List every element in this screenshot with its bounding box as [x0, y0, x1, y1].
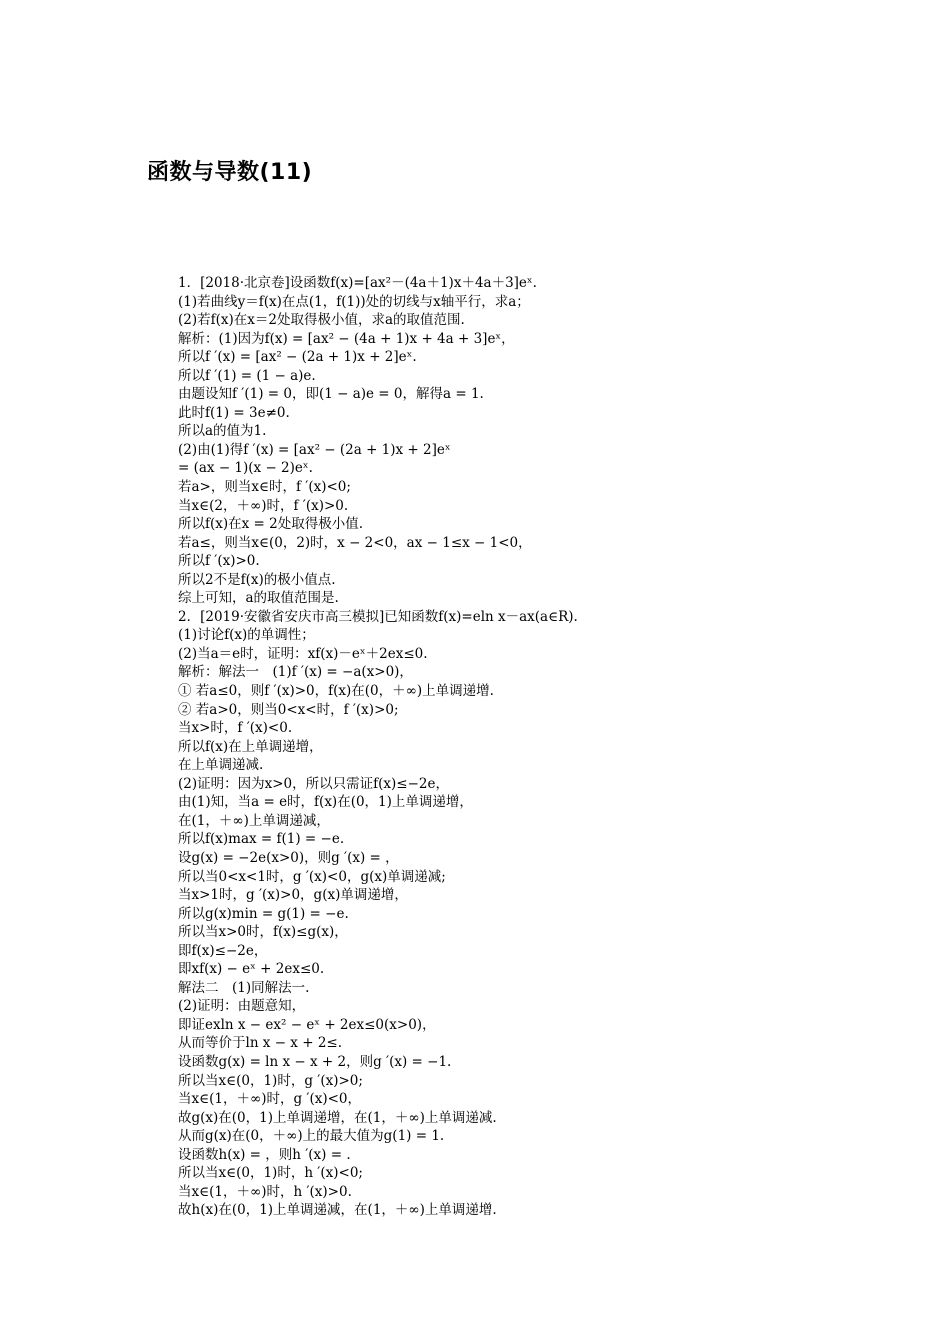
text-line: 即f(x)≤−2e，	[178, 942, 268, 959]
text-line: 由(1)知，当a = e时，f(x)在(0，1)上单调递增，	[178, 794, 473, 811]
text-line: 当x∈(1，＋∞)时，g ′(x)<0，	[178, 1091, 362, 1108]
text-line: 所以f ′(1) = (1 − a)e.	[178, 367, 316, 384]
text-line: 所以f(x)在x = 2处取得极小值.	[178, 516, 364, 533]
text-line: 当x>时，f ′(x)<0.	[178, 720, 293, 737]
text-line: 2．[2019·安徽省安庆市高三模拟]已知函数f(x)=eln x－ax(a∈R).	[178, 608, 578, 625]
document-body	[178, 274, 878, 1220]
text-line: 当x>1时，g ′(x)>0，g(x)单调递增，	[178, 887, 408, 904]
text-line: 解析：(1)因为f(x) = [ax² − (4a + 1)x + 4a + 3]eˣ，	[178, 330, 515, 347]
text-line: 设函数h(x) = ，则h ′(x) = .	[178, 1146, 351, 1163]
text-line: 所以当x>0时，f(x)≤g(x)，	[178, 924, 348, 941]
text-line: 所以f ′(x) = [ax² − (2a + 1)x + 2]eˣ.	[178, 349, 417, 366]
text-line: (2)证明：由题意知，	[178, 998, 306, 1015]
text-line: 即xf(x) − eˣ + 2ex≤0.	[178, 961, 325, 978]
text-line: 设函数g(x) = ln x − x + 2，则g ′(x) = −1.	[178, 1053, 452, 1070]
text-line: (2)证明：因为x>0，所以只需证f(x)≤−2e，	[178, 775, 449, 792]
text-line: ① 若a≤0，则f ′(x)>0，f(x)在(0，＋∞)上单调递增.	[178, 683, 494, 700]
text-line: 当x∈(1，＋∞)时，h ′(x)>0.	[178, 1183, 352, 1200]
text-line: 所以f ′(x)>0.	[178, 553, 260, 570]
text-line: 解法二 (1)同解法一.	[178, 979, 310, 996]
text-line: (1)若曲线y＝f(x)在点(1，f(1))处的切线与x轴平行，求a；	[178, 293, 530, 310]
text-line: 从而g(x)在(0，＋∞)上的最大值为g(1) = 1.	[178, 1128, 445, 1145]
text-line: 所以f(x)在上单调递增，	[178, 738, 323, 755]
text-line: 若a≤，则当x∈(0，2)时，x − 2<0，ax − 1≤x − 1<0，	[178, 534, 532, 551]
text-line: 由题设知f ′(1) = 0，即(1 − a)e = 0，解得a = 1.	[178, 386, 484, 403]
text-line: 所以当x∈(0，1)时，h ′(x)<0;	[178, 1165, 363, 1182]
text-line: 即证exln x − ex² − eˣ + 2ex≤0(x>0)，	[178, 1016, 436, 1033]
text-line: 设g(x) = −2e(x>0)，则g ′(x) = ，	[178, 849, 399, 866]
text-line: 从而等价于ln x − x + 2≤.	[178, 1035, 343, 1052]
text-line: 所以当x∈(0，1)时，g ′(x)>0;	[178, 1072, 363, 1089]
text-line: 所以2不是f(x)的极小值点.	[178, 571, 336, 588]
text-line: 在(1，＋∞)上单调递减，	[178, 812, 330, 829]
text-line: (2)当a＝e时，证明：xf(x)－eˣ＋2ex≤0.	[178, 645, 428, 662]
text-line: 所以当0<x<1时，g ′(x)<0，g(x)单调递减;	[178, 868, 446, 885]
text-line: 在上单调递减.	[178, 757, 264, 774]
text-line: 故h(x)在(0，1)上单调递减，在(1，＋∞)上单调递增.	[178, 1202, 497, 1219]
text-line: 故g(x)在(0，1)上单调递增，在(1，＋∞)上单调递减.	[178, 1109, 497, 1126]
page-title: 函数与导数(11)	[147, 160, 313, 185]
text-line: 解析：解法一 (1)f ′(x) = −a(x>0)，	[178, 664, 413, 681]
text-line: 此时f(1) = 3e≠0.	[178, 404, 290, 421]
text-line: 所以f(x)max = f(1) = −e.	[178, 831, 345, 848]
text-line: (2)若f(x)在x＝2处取得极小值，求a的取值范围.	[178, 312, 465, 329]
text-line: 1．[2018·北京卷]设函数f(x)=[ax²－(4a＋1)x＋4a＋3]eˣ.	[178, 275, 537, 291]
text-line: 综上可知，a的取值范围是.	[178, 590, 339, 607]
text-line: 若a>，则当x∈时，f ′(x)<0;	[178, 479, 351, 496]
text-line: ② 若a>0，则当0<x<时，f ′(x)>0;	[178, 701, 399, 718]
text-line: (1)讨论f(x)的单调性；	[178, 627, 315, 644]
text-line: 所以g(x)min = g(1) = −e.	[178, 905, 349, 922]
text-line: = (ax − 1)(x − 2)eˣ.	[178, 460, 313, 477]
text-line: 当x∈(2，＋∞)时，f ′(x)>0.	[178, 497, 349, 514]
text-line: 所以a的值为1.	[178, 423, 267, 440]
text-line: (2)由(1)得f ′(x) = [ax² − (2a + 1)x + 2]eˣ	[178, 441, 451, 458]
